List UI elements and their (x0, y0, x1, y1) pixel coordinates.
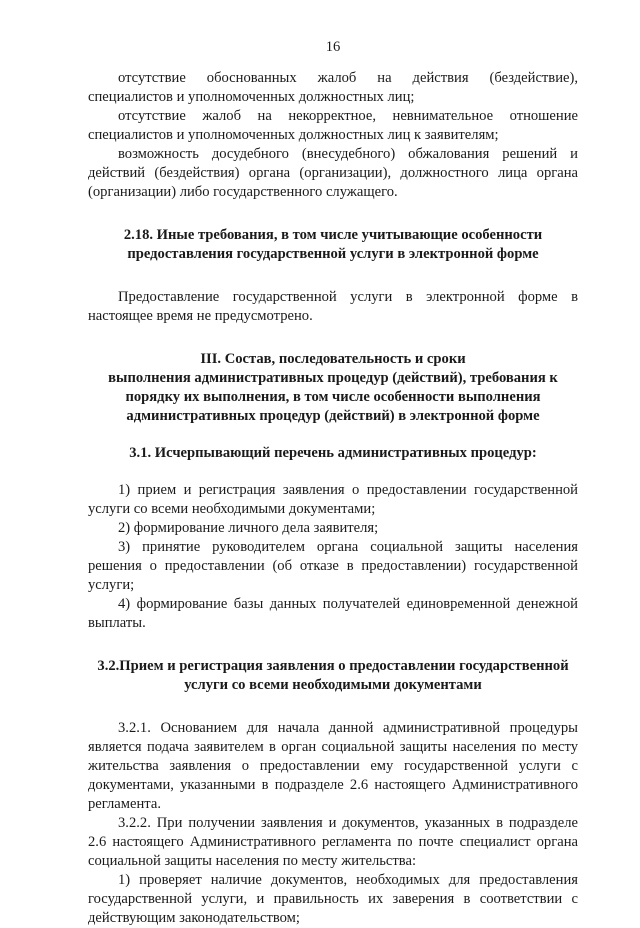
procedure-item-2: 2) формирование личного дела заявителя; (118, 520, 379, 536)
procedure-item-4: 4) формирование базы данных получателей единовременной денежной выплаты. (88, 596, 578, 631)
section-3-heading-rest: выполнения административных процедур (действий), требования к порядку их выполнения, в том числе особенности выполнения административных процедур (действий) в электронной форме (108, 370, 558, 424)
section-2-18-text: Предоставление государственной услуги в электронной форме в настоящее время не предусмотрено. (88, 289, 578, 324)
section-3-2-heading: 3.2.Прием и регистрация заявления о предоставлении государственной услуги со всеми необходимыми документами (97, 658, 569, 693)
criteria-paragraph-3: возможность досудебного (внесудебного) обжалования решений и действий (бездействия) органа (организации), должностного лица органа (организации) либо государственного служащего. (88, 146, 578, 200)
section-3-2-1-paragraph: 3.2.1. Основанием для начала данной административной процедуры является подача заявителем в орган социальной защиты населения по месту жительства заявления о предоставлении ему государственной услуги с документами, указанными в подразделе 2.6 настоящего Административного регламента. (88, 720, 578, 812)
criteria-paragraph-1: отсутствие обоснованных жалоб на действия (бездействие), специалистов и уполномоченных должностных лиц; (88, 70, 578, 105)
section-3-2-2-paragraph: 3.2.2. При получении заявления и документов, указанных в подразделе 2.6 настоящего Административного регламента по почте специалист органа социальной защиты населения по месту жительства: (88, 815, 578, 869)
procedure-item-3: 3) принятие руководителем органа социальной защиты населения решения о предоставлении (об отказе в предоставлении) государственной услуги; (88, 539, 578, 593)
document-page (88, 38, 578, 928)
section-3-2-2-item-1: 1) проверяет наличие документов, необходимых для предоставления государственной услуги, и правильность их заверения в соответствии с действующим законодательством; (88, 872, 578, 926)
section-3-heading (88, 350, 578, 426)
page-number: 16 (325, 39, 341, 55)
section-2-18-heading: 2.18. Иные требования, в том числе учитывающие особенности предоставления государственной услуги в электронной форме (123, 227, 543, 262)
criteria-paragraph-2: отсутствие жалоб на некорректное, невнимательное отношение специалистов и уполномоченных должностных лиц к заявителям; (88, 108, 578, 143)
section-3-1-heading: 3.1. Исчерпывающий перечень административных процедур: (129, 445, 537, 461)
section-3-heading-line1: III. Состав, последовательность и сроки (200, 351, 466, 367)
procedure-item-1: 1) прием и регистрация заявления о предоставлении государственной услуги со всеми необходимыми документами; (88, 482, 578, 517)
